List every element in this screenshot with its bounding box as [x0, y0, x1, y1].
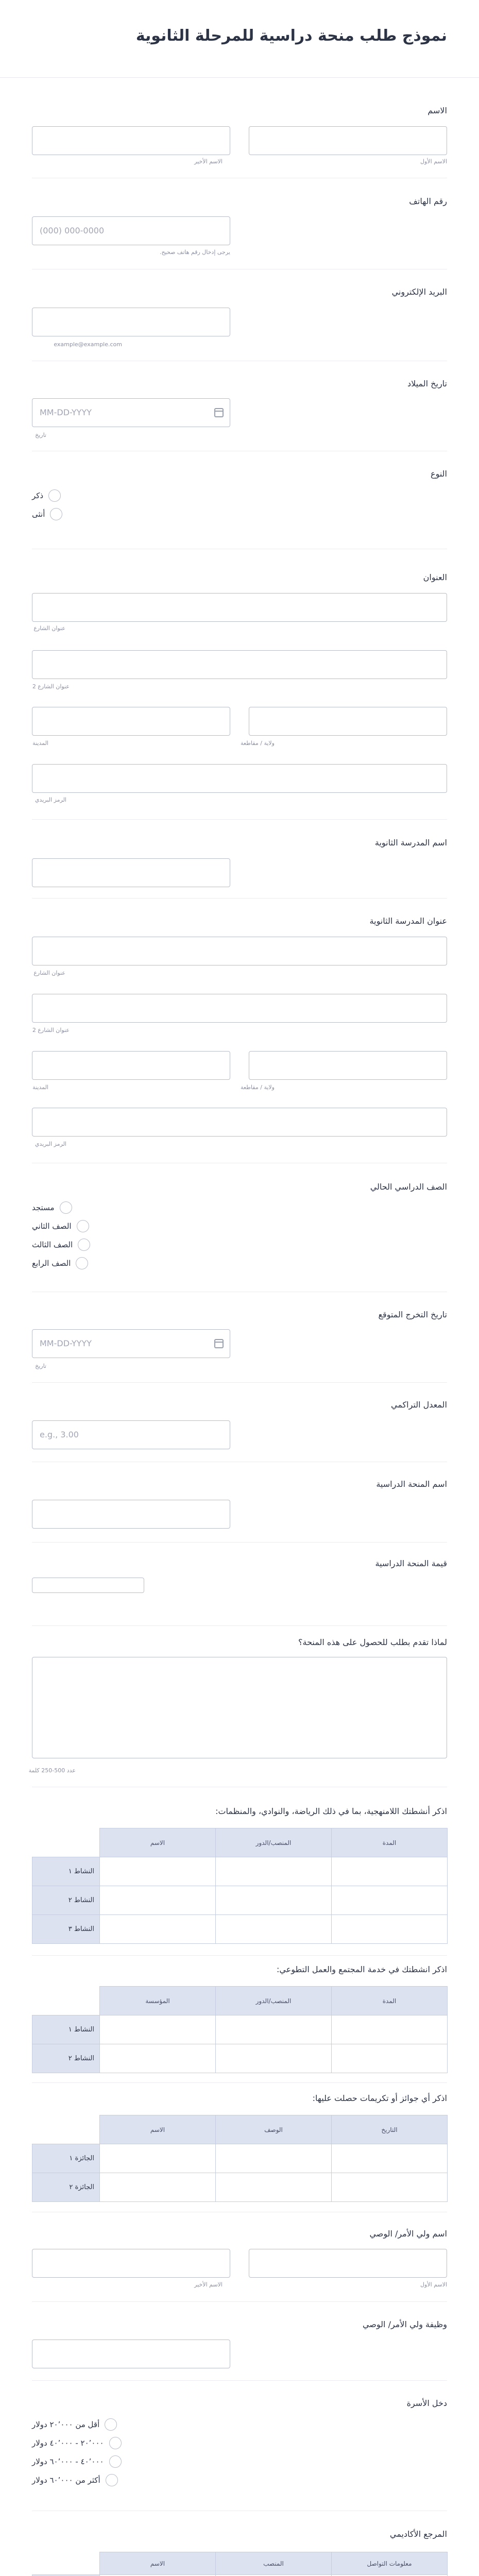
graduation-label: تاريخ التخرج المتوقع — [378, 1310, 447, 1319]
gender-male-radio[interactable] — [48, 489, 61, 502]
divider — [32, 1625, 447, 1626]
table-cell[interactable] — [216, 2144, 332, 2173]
divider — [32, 2380, 447, 2381]
guardian-first-name-input[interactable] — [249, 2249, 447, 2278]
school-street1-sublabel: عنوان الشارع — [33, 970, 65, 976]
table-cell[interactable] — [332, 2173, 448, 2202]
income-option-label: ٢٠٬٠٠٠ - ٤٠٬٠٠٠ دولار — [32, 2438, 104, 2448]
name-label: الاسم — [427, 106, 447, 115]
table-corner — [32, 1828, 100, 1857]
address-street1-sublabel: عنوان الشارع — [33, 625, 65, 632]
scholarship-name-input[interactable] — [32, 1500, 230, 1529]
gender-male-label: ذكر — [32, 491, 44, 500]
divider — [32, 898, 447, 899]
table-cell[interactable] — [216, 2044, 332, 2073]
scholarship-name-label: اسم المنحة الدراسية — [376, 1479, 447, 1489]
income-option-radio[interactable] — [109, 2455, 122, 2468]
birthdate-label: تاريخ الميلاد — [407, 379, 447, 388]
table-cell[interactable] — [216, 2173, 332, 2202]
income-option-label: أكثر من ٦٠٬٠٠٠ دولار — [32, 2476, 100, 2485]
col-header: المنصب — [216, 2552, 332, 2575]
address-state-input[interactable] — [32, 707, 230, 736]
awards-label: اذكر أي جوائز أو تكريمات حصلت عليها: — [312, 2093, 447, 2103]
phone-placeholder: (000) 000-0000 — [40, 226, 105, 235]
divider — [32, 819, 447, 820]
gpa-label: المعدل التراكمي — [390, 1400, 447, 1410]
grade-freshman-radio[interactable] — [60, 1201, 72, 1214]
calendar-icon[interactable] — [214, 408, 224, 417]
gpa-input[interactable] — [32, 1420, 230, 1449]
last-name-input[interactable] — [32, 126, 230, 155]
school-state-input[interactable] — [32, 1051, 230, 1080]
row-header: الجائزة ١ — [32, 2144, 100, 2173]
income-option-label: أقل من ٢٠٬٠٠٠ دولار — [32, 2420, 100, 2429]
table-cell[interactable] — [216, 2015, 332, 2044]
col-header: المنصب/الدور — [216, 1987, 332, 2015]
grade-option-label: الصف الثالث — [32, 1240, 73, 1249]
guardian-last-name-input[interactable] — [32, 2249, 230, 2278]
email-label: البريد الإلكتروني — [391, 287, 447, 297]
address-street1-input[interactable] — [32, 593, 447, 622]
school-city-input[interactable] — [249, 1051, 447, 1080]
table-cell[interactable] — [100, 1915, 216, 1944]
col-header: الاسم — [100, 2115, 216, 2144]
table-cell[interactable] — [100, 2015, 216, 2044]
school-street2-sublabel: عنوان الشارع 2 — [32, 1027, 70, 1033]
guardian-last-sublabel: الاسم الأخير — [194, 2281, 223, 2288]
form-title: نموذج طلب منحة دراسية للمرحلة الثانوية — [135, 27, 447, 45]
col-header: الاسم — [100, 2552, 216, 2575]
table-cell[interactable] — [332, 2015, 448, 2044]
phone-hint: يرجى إدخال رقم هاتف صحيح. — [159, 249, 230, 256]
graduation-date-input[interactable] — [32, 1329, 230, 1358]
graduation-placeholder: MM-DD-YYYY — [40, 1338, 92, 1348]
income-label: دخل الأسرة — [406, 2398, 447, 2408]
school-street2-input[interactable] — [32, 994, 447, 1023]
income-option-label: ٤٠٬٠٠٠ - ٦٠٬٠٠٠ دولار — [32, 2457, 104, 2466]
service-label: اذكر انشطتك في خدمة المجتمع والعمل التطوعي: — [277, 1964, 447, 1974]
scholarship-value-label: قيمة المنحة الدراسية — [375, 1558, 447, 1568]
first-name-sublabel: الاسم الأول — [420, 158, 447, 165]
phone-input[interactable] — [32, 216, 230, 245]
row-header: النشاط ١ — [32, 1857, 100, 1886]
row-header: الجائزة ٢ — [32, 2173, 100, 2202]
email-input[interactable] — [32, 308, 230, 336]
row-header: النشاط ٢ — [32, 1886, 100, 1915]
grade-sophomore-radio[interactable] — [77, 1220, 89, 1232]
school-city-sublabel: المدينة — [32, 1084, 48, 1091]
table-cell[interactable] — [216, 1915, 332, 1944]
guardian-first-sublabel: الاسم الأول — [420, 2281, 447, 2288]
table-cell[interactable] — [332, 2144, 448, 2173]
table-cell[interactable] — [100, 2173, 216, 2202]
grade-option-label: الصف الثاني — [32, 1222, 72, 1231]
birthdate-sublabel: تاريخ — [35, 432, 46, 438]
col-header: الاسم — [100, 1828, 216, 1857]
birthdate-input[interactable] — [32, 398, 230, 427]
row-header: النشاط ٢ — [32, 2044, 100, 2073]
divider — [32, 1955, 447, 1956]
table-cell[interactable] — [332, 2044, 448, 2073]
school-zip-input[interactable] — [32, 1108, 447, 1137]
academic-ref-label: المرجع الأكاديمي — [389, 2529, 447, 2539]
grade-junior-radio[interactable] — [78, 1239, 90, 1251]
address-street2-sublabel: عنوان الشارع 2 — [32, 683, 70, 690]
activities-table — [32, 1828, 448, 1944]
school-zip-sublabel: الرمز البريدي — [35, 1141, 66, 1147]
phone-label: رقم الهاتف — [409, 196, 447, 206]
graduation-sublabel: تاريخ — [35, 1363, 46, 1369]
col-header: المنصب/الدور — [216, 1828, 332, 1857]
address-zip-input[interactable] — [32, 764, 447, 793]
address-street2-input[interactable] — [32, 650, 447, 679]
table-cell[interactable] — [332, 1857, 448, 1886]
table-corner — [32, 1987, 100, 2015]
why-hint: عدد 500-250 كلمة — [28, 1767, 76, 1774]
table-cell[interactable] — [332, 1915, 448, 1944]
col-header: المدة — [332, 1828, 448, 1857]
row-header: النشاط ١ — [32, 2015, 100, 2044]
school-street1-input[interactable] — [32, 937, 447, 965]
divider — [32, 2082, 447, 2083]
income-option-radio[interactable] — [106, 2474, 118, 2486]
academic-ref-table — [32, 2552, 448, 2576]
table-corner — [32, 2115, 100, 2144]
why-label: لماذا تقدم بطلب للحصول على هذه المنحة؟ — [298, 1637, 447, 1647]
service-table — [32, 1986, 448, 2073]
income-option-radio[interactable] — [109, 2437, 122, 2449]
grade-option-label: مستجد — [32, 1203, 55, 1212]
table-cell[interactable] — [100, 2044, 216, 2073]
table-cell[interactable] — [100, 1886, 216, 1915]
awards-table — [32, 2115, 448, 2202]
income-option-radio[interactable] — [105, 2418, 117, 2431]
guardian-job-input[interactable] — [32, 2340, 230, 2368]
table-cell[interactable] — [216, 1857, 332, 1886]
email-hint: example@example.com — [54, 341, 122, 348]
school-state-sublabel: ولاية / مقاطعة — [240, 1084, 275, 1091]
table-corner — [32, 2552, 100, 2575]
gender-label: النوع — [431, 469, 447, 479]
why-textarea[interactable] — [32, 1657, 447, 1758]
address-city-input[interactable] — [249, 707, 447, 736]
table-cell[interactable] — [216, 1886, 332, 1915]
gpa-placeholder: e.g., 3.00 — [40, 1430, 79, 1439]
col-header: المؤسسة — [100, 1987, 216, 2015]
guardian-job-label: وظيفة ولي الأمر/ الوصي — [362, 2319, 447, 2329]
table-cell[interactable] — [100, 1857, 216, 1886]
divider — [32, 1382, 447, 1383]
gender-female-radio[interactable] — [50, 508, 62, 520]
activities-label: اذكر أنشطتك اللامنهجية، بما في ذلك الرياضة، والنوادي، والمنظمات: — [215, 1806, 447, 1816]
divider — [32, 2301, 447, 2302]
last-name-sublabel: الاسم الأخير — [194, 158, 223, 165]
scholarship-value-input[interactable] — [32, 1578, 144, 1593]
school-address-label: عنوان المدرسة الثانوية — [369, 916, 447, 926]
birthdate-placeholder: MM-DD-YYYY — [40, 408, 92, 417]
col-header: الوصف — [216, 2115, 332, 2144]
grade-senior-radio[interactable] — [76, 1257, 88, 1269]
grade-option-label: الصف الرابع — [32, 1259, 71, 1268]
address-label: العنوان — [423, 572, 447, 582]
divider — [32, 1542, 447, 1543]
row-header: النشاط ٣ — [32, 1915, 100, 1944]
first-name-input[interactable] — [249, 126, 447, 155]
col-header: التاريخ — [332, 2115, 448, 2144]
school-name-input[interactable] — [32, 858, 230, 887]
col-header: المدة — [332, 1987, 448, 2015]
grade-label: الصف الدراسي الحالي — [370, 1182, 447, 1192]
header-divider — [0, 77, 479, 78]
table-cell[interactable] — [100, 2144, 216, 2173]
gender-female-label: أنثى — [32, 510, 45, 519]
col-header: معلومات التواصل — [332, 2552, 448, 2575]
address-city-sublabel: المدينة — [32, 740, 48, 747]
guardian-name-label: اسم ولي الأمر/ الوصي — [369, 2229, 447, 2239]
table-cell[interactable] — [332, 1886, 448, 1915]
address-state-sublabel: ولاية / مقاطعة — [240, 740, 275, 747]
school-name-label: اسم المدرسة الثانوية — [374, 838, 447, 848]
calendar-icon[interactable] — [214, 1339, 224, 1348]
address-zip-sublabel: الرمز البريدي — [35, 796, 66, 803]
